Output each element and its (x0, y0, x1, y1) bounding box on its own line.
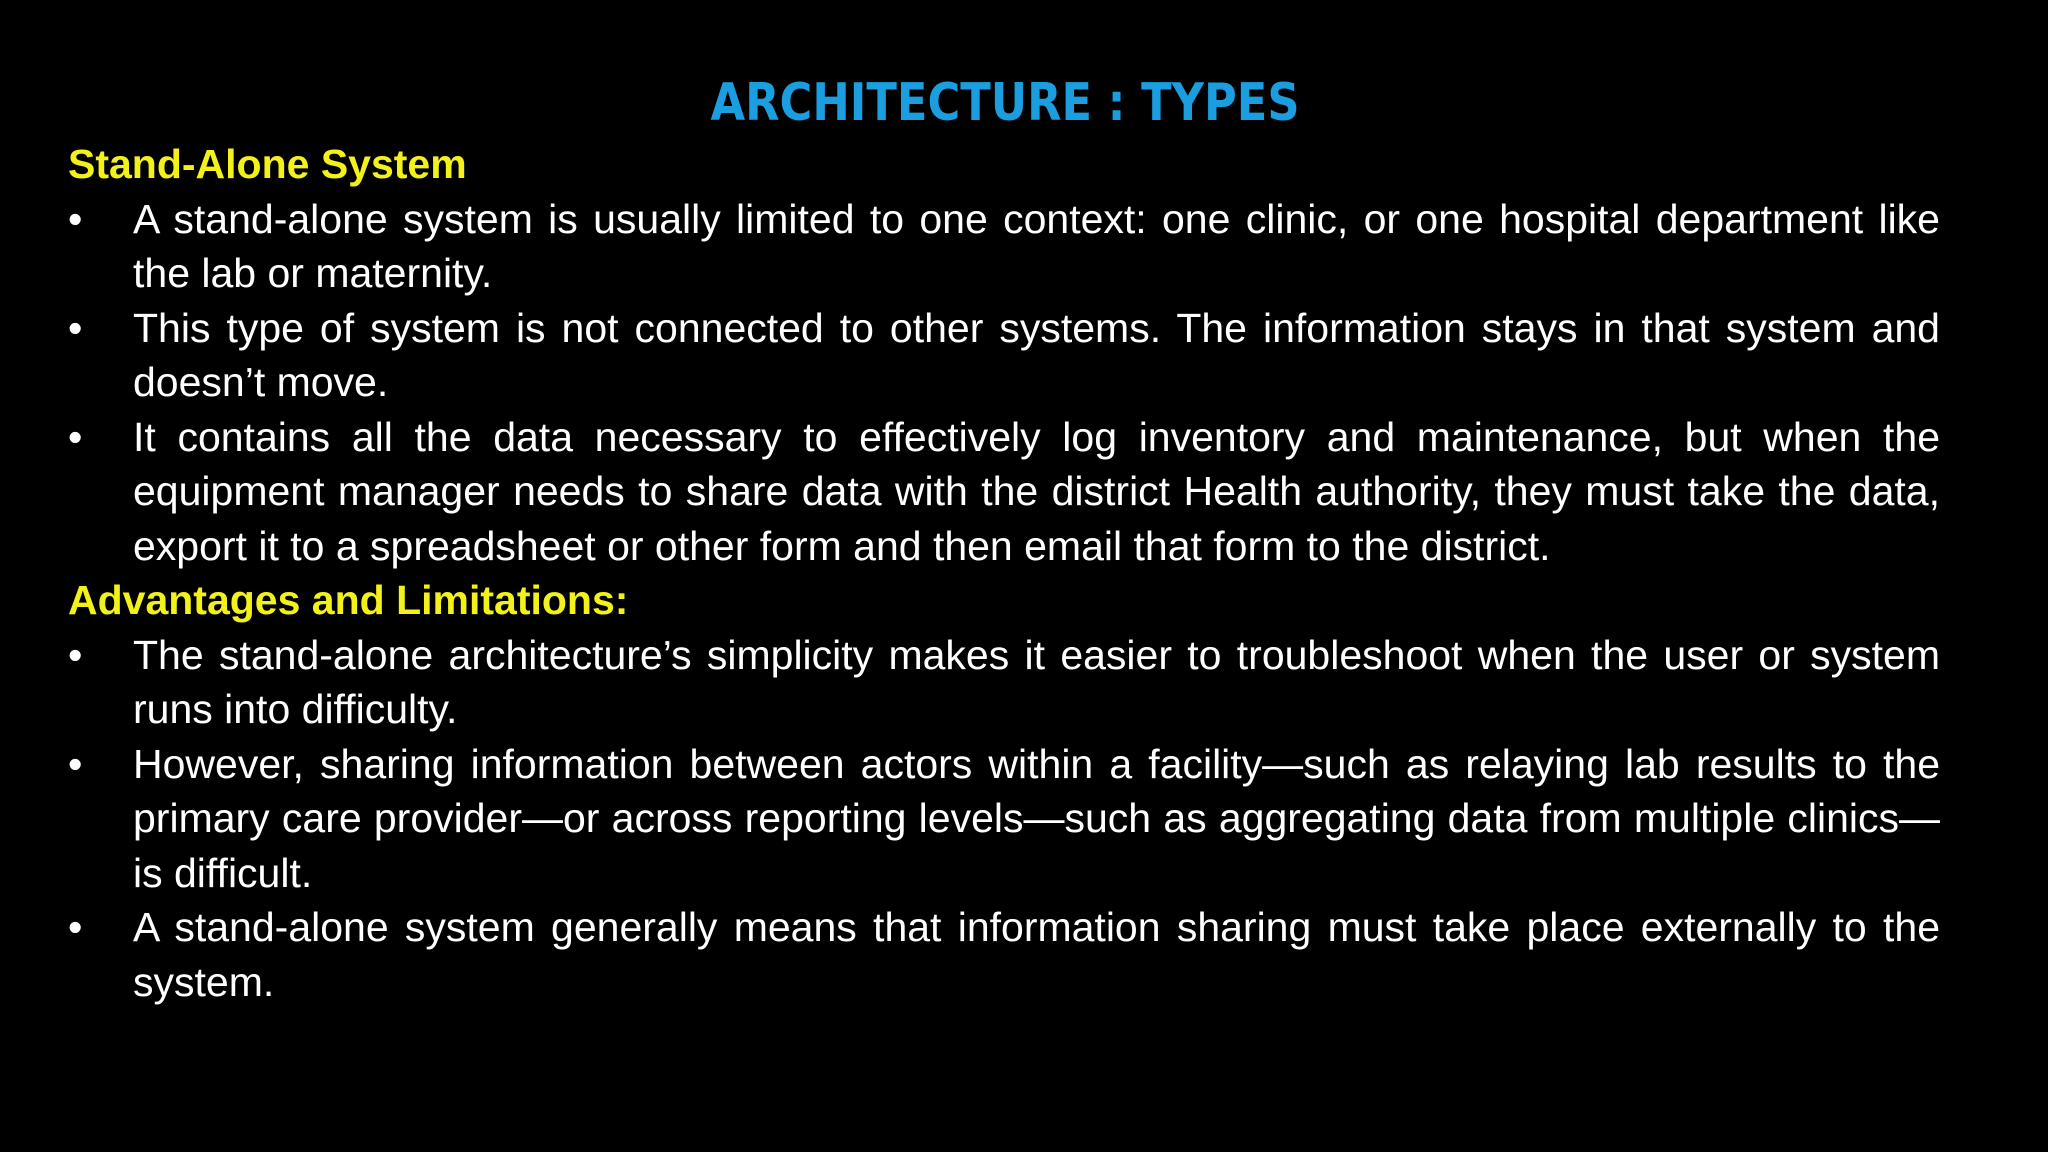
bullet-text: A stand-alone system generally means that information sharing must take place externally to the system. (133, 904, 1940, 1005)
bullet-item (68, 192, 1940, 301)
bullet-icon: • (68, 904, 83, 950)
bullet-list (68, 192, 1940, 574)
bullet-text: The stand-alone architecture’s simplicity makes it easier to troubleshoot when the user or system runs into difficulty. (133, 631, 1940, 732)
bullet-icon: • (68, 195, 83, 242)
bullet-item (68, 301, 1940, 410)
bullet-icon: • (68, 740, 83, 787)
bullet-icon: • (68, 304, 83, 351)
bullet-text: However, sharing information between actors within a facility—such as relaying lab results to the primary care provider—or across reporting levels—such as aggregating data from multiple clinics— is difficult. (133, 740, 1940, 896)
bullet-icon: • (68, 413, 83, 460)
section-stand-alone-system (68, 137, 1940, 573)
bullet-text: A stand-alone system is usually limited to one context: one clinic, or one hospital department like the lab or maternity. (133, 195, 1940, 296)
slide-title: ARCHITECTURE : TYPES (710, 73, 1300, 133)
section-heading: Stand-Alone System (68, 141, 467, 187)
bullet-item (68, 900, 1940, 1009)
bullet-item (68, 628, 1940, 737)
bullet-text: It contains all the data necessary to effectively log inventory and maintenance, but when the equipment manager needs to share data with the district Health authority, they must take the data, export it to a spreadsheet or other form and then email that form to the district. (133, 413, 1940, 569)
bullet-item (68, 410, 1940, 574)
slide-content (68, 137, 1940, 1009)
section-heading: Advantages and Limitations: (68, 577, 629, 623)
bullet-icon: • (68, 631, 83, 678)
bullet-list (68, 628, 1940, 1010)
bullet-item (68, 737, 1940, 901)
section-advantages-limitations (68, 573, 1940, 1009)
bullet-text: This type of system is not connected to other systems. The information stays in that system and doesn’t move. (133, 304, 1940, 405)
